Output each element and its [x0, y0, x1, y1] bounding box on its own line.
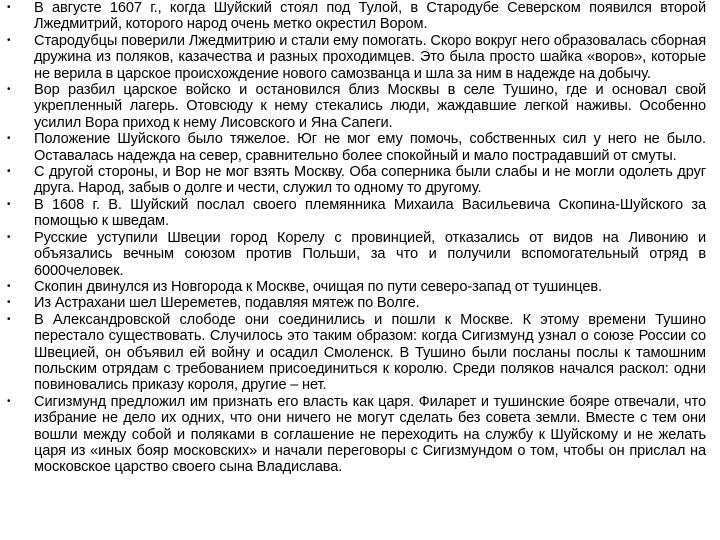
- bullet-icon: •: [7, 297, 11, 309]
- bullet-icon: •: [7, 34, 11, 46]
- list-item-text: В августе 1607 г., когда Шуйский стоял под Тулой, в Стародубе Северском появился второй Лжедмитрий, которого народ очень метко окрестил Вором.: [34, 0, 706, 33]
- list-item-text: Из Астрахани шел Шереметев, подавляя мятеж по Волге.: [34, 295, 420, 312]
- list-item: [7, 0, 706, 33]
- bullet-icon: •: [7, 84, 11, 96]
- list-item-text: Скопин двинулся из Новгорода к Москве, очищая по пути северо-запад от тушинцев.: [34, 278, 603, 295]
- list-item-text: Стародубцы поверили Лжедмитрию и стали ему помогать. Скоро вокруг него образовалась сборная дружина из поляков, казачества и разных проходимцев. Это была просто шайка «воров», которые не верила в царское происхождение нового самозванца и шла за ним в надежде на добычу.: [34, 32, 706, 82]
- list-item-text: Сигизмунд предложил им признать его власть как царя. Филарет и тушинские бояре отвечали, что избрание не дело их одних, что они ничего не могут сделать без совета земли. Вместе с тем они вошли между собой и поляками в соглашение не переходить на службу к Шуйскому и не желать царя из «иных бояр московских» и начали переговоры с Сигизмундом о том, чтобы он прислал на московское царство своего сына Владислава.: [34, 393, 706, 476]
- list-item: [7, 82, 706, 131]
- bullet-icon: •: [7, 231, 11, 243]
- list-item: [7, 229, 706, 279]
- list-item: [7, 164, 706, 197]
- list-item: [7, 278, 706, 295]
- list-item-text: С другой стороны, и Вор не мог взять Москву. Оба соперника были слабы и не могли одолеть друг друга. Народ, забыв о долге и чести, служил то одному то другому.: [34, 164, 706, 197]
- bullet-icon: •: [7, 280, 11, 292]
- bullet-icon: •: [7, 313, 11, 325]
- bullet-icon: •: [7, 133, 11, 145]
- list-item: [7, 131, 706, 164]
- list-item-text: В Александровской слободе они соединились и пошли к Москве. К этому времени Тушино перестало существовать. Случилось это таким образом: когда Сигизмунд узнал о союзе России со Швецией, он объявил ей войну и осадил Смоленск. В Тушино были посланы послы к тамошним польским отрядам с требованием присоединиться к королю. Среди поляков начался раскол: одни повиновались приказу короля, другие – нет.: [34, 311, 706, 394]
- bullet-icon: •: [7, 395, 11, 407]
- list-item: [7, 393, 706, 476]
- bullet-icon: •: [7, 2, 11, 13]
- list-item-text: Положение Шуйского было тяжелое. Юг не мог ему помочь, собственных сил у него не было. Оставалась надежда на север, сравнительно более спокойный и мало пострадавший от смуты.: [34, 131, 706, 164]
- bullet-icon: •: [7, 198, 11, 210]
- list-item-text: Русские уступили Швеции город Корелу с провинцией, отказались от видов на Ливонию и объязались вечным союзом против Польши, за что и получили вспомогательный отряд в 6000человек.: [34, 229, 706, 279]
- bullet-list: [7, 0, 706, 476]
- list-item-text: В 1608 г. В. Шуйский послал своего племянника Михаила Васильевича Скопина-Шуйского за помощью к шведам.: [34, 196, 706, 230]
- list-item: [7, 295, 706, 312]
- list-item: [7, 311, 706, 394]
- list-item: [7, 196, 706, 230]
- bullet-icon: •: [7, 166, 11, 178]
- list-item: [7, 32, 706, 82]
- list-item-text: Вор разбил царское войско и остановился близ Москвы в селе Тушино, где и основал свой укрепленный лагерь. Отовсюду к нему стекались люди, жаждавшие легкой наживы. Особенно усилил Вора приход к нему Лисовского и Яна Сапеги.: [34, 82, 706, 131]
